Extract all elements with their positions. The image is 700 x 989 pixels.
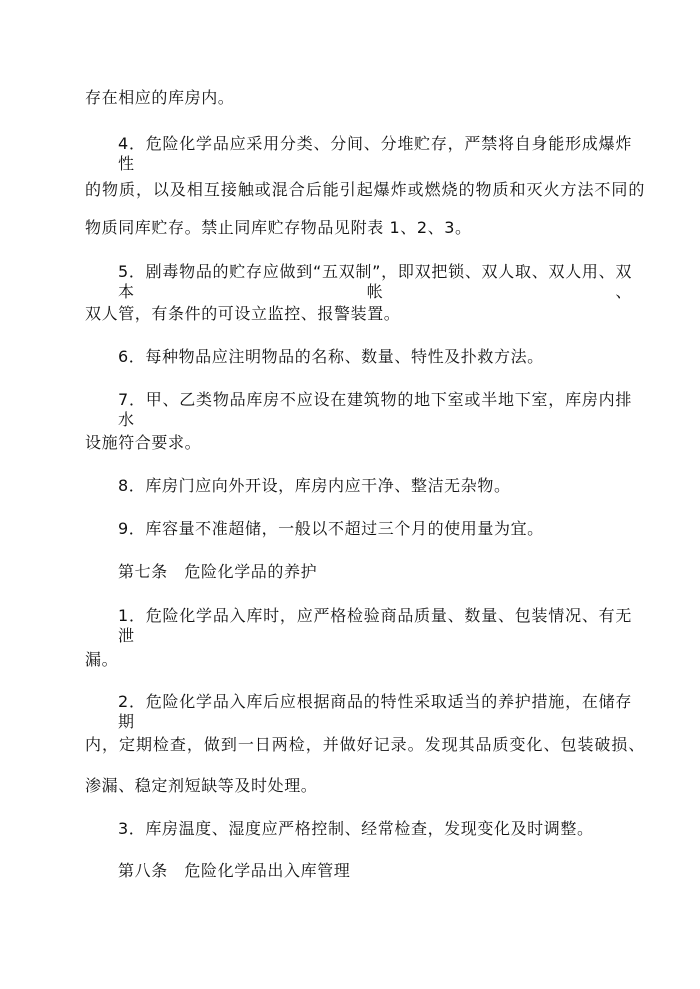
text-line: 漏。: [85, 650, 119, 669]
section-heading: 第八条 危险化学品出入库管理: [118, 861, 351, 880]
text-line: 6．每种物品应注明物品的名称、数量、特性及扑救方法。: [118, 347, 544, 366]
text-line: 存在相应的库房内。: [85, 88, 235, 107]
section-heading: 第七条 危险化学品的养护: [118, 562, 318, 581]
text-line: 1．危险化学品入库时，应严格检验商品质量、数量、包装情况、有无泄: [118, 606, 632, 645]
text-line: 5．剧毒物品的贮存应做到“五双制”，即双把锁、双人取、双人用、双本帐、: [118, 262, 632, 301]
text-line: 物质同库贮存。禁止同库贮存物品见附表 1、2、3。: [85, 218, 472, 237]
text-line: 的物质，以及相互接触或混合后能引起爆炸或燃烧的物质和灭火方法不同的: [85, 180, 645, 199]
text-line: 2．危险化学品入库后应根据商品的特性采取适当的养护措施，在储存期: [118, 692, 632, 731]
text-line: 设施符合要求。: [85, 433, 202, 452]
text-line: 渗漏、稳定剂短缺等及时处理。: [85, 776, 318, 795]
text-line: 3．库房温度、湿度应严格控制、经常检查，发现变化及时调整。: [118, 819, 594, 838]
text-line: 双人管，有条件的可设立监控、报警装置。: [85, 304, 401, 323]
text-line: 7．甲、乙类物品库房不应设在建筑物的地下室或半地下室，库房内排水: [118, 390, 632, 429]
text-line: 8．库房门应向外开设，库房内应干净、整洁无杂物。: [118, 476, 511, 495]
text-line: 9．库容量不准超储，一般以不超过三个月的使用量为宜。: [118, 519, 544, 538]
text-line: 4．危险化学品应采用分类、分间、分堆贮存，严禁将自身能形成爆炸性: [118, 134, 632, 173]
text-line: 内，定期检查，做到一日两检，并做好记录。发现其品质变化、包装破损、: [85, 735, 645, 754]
